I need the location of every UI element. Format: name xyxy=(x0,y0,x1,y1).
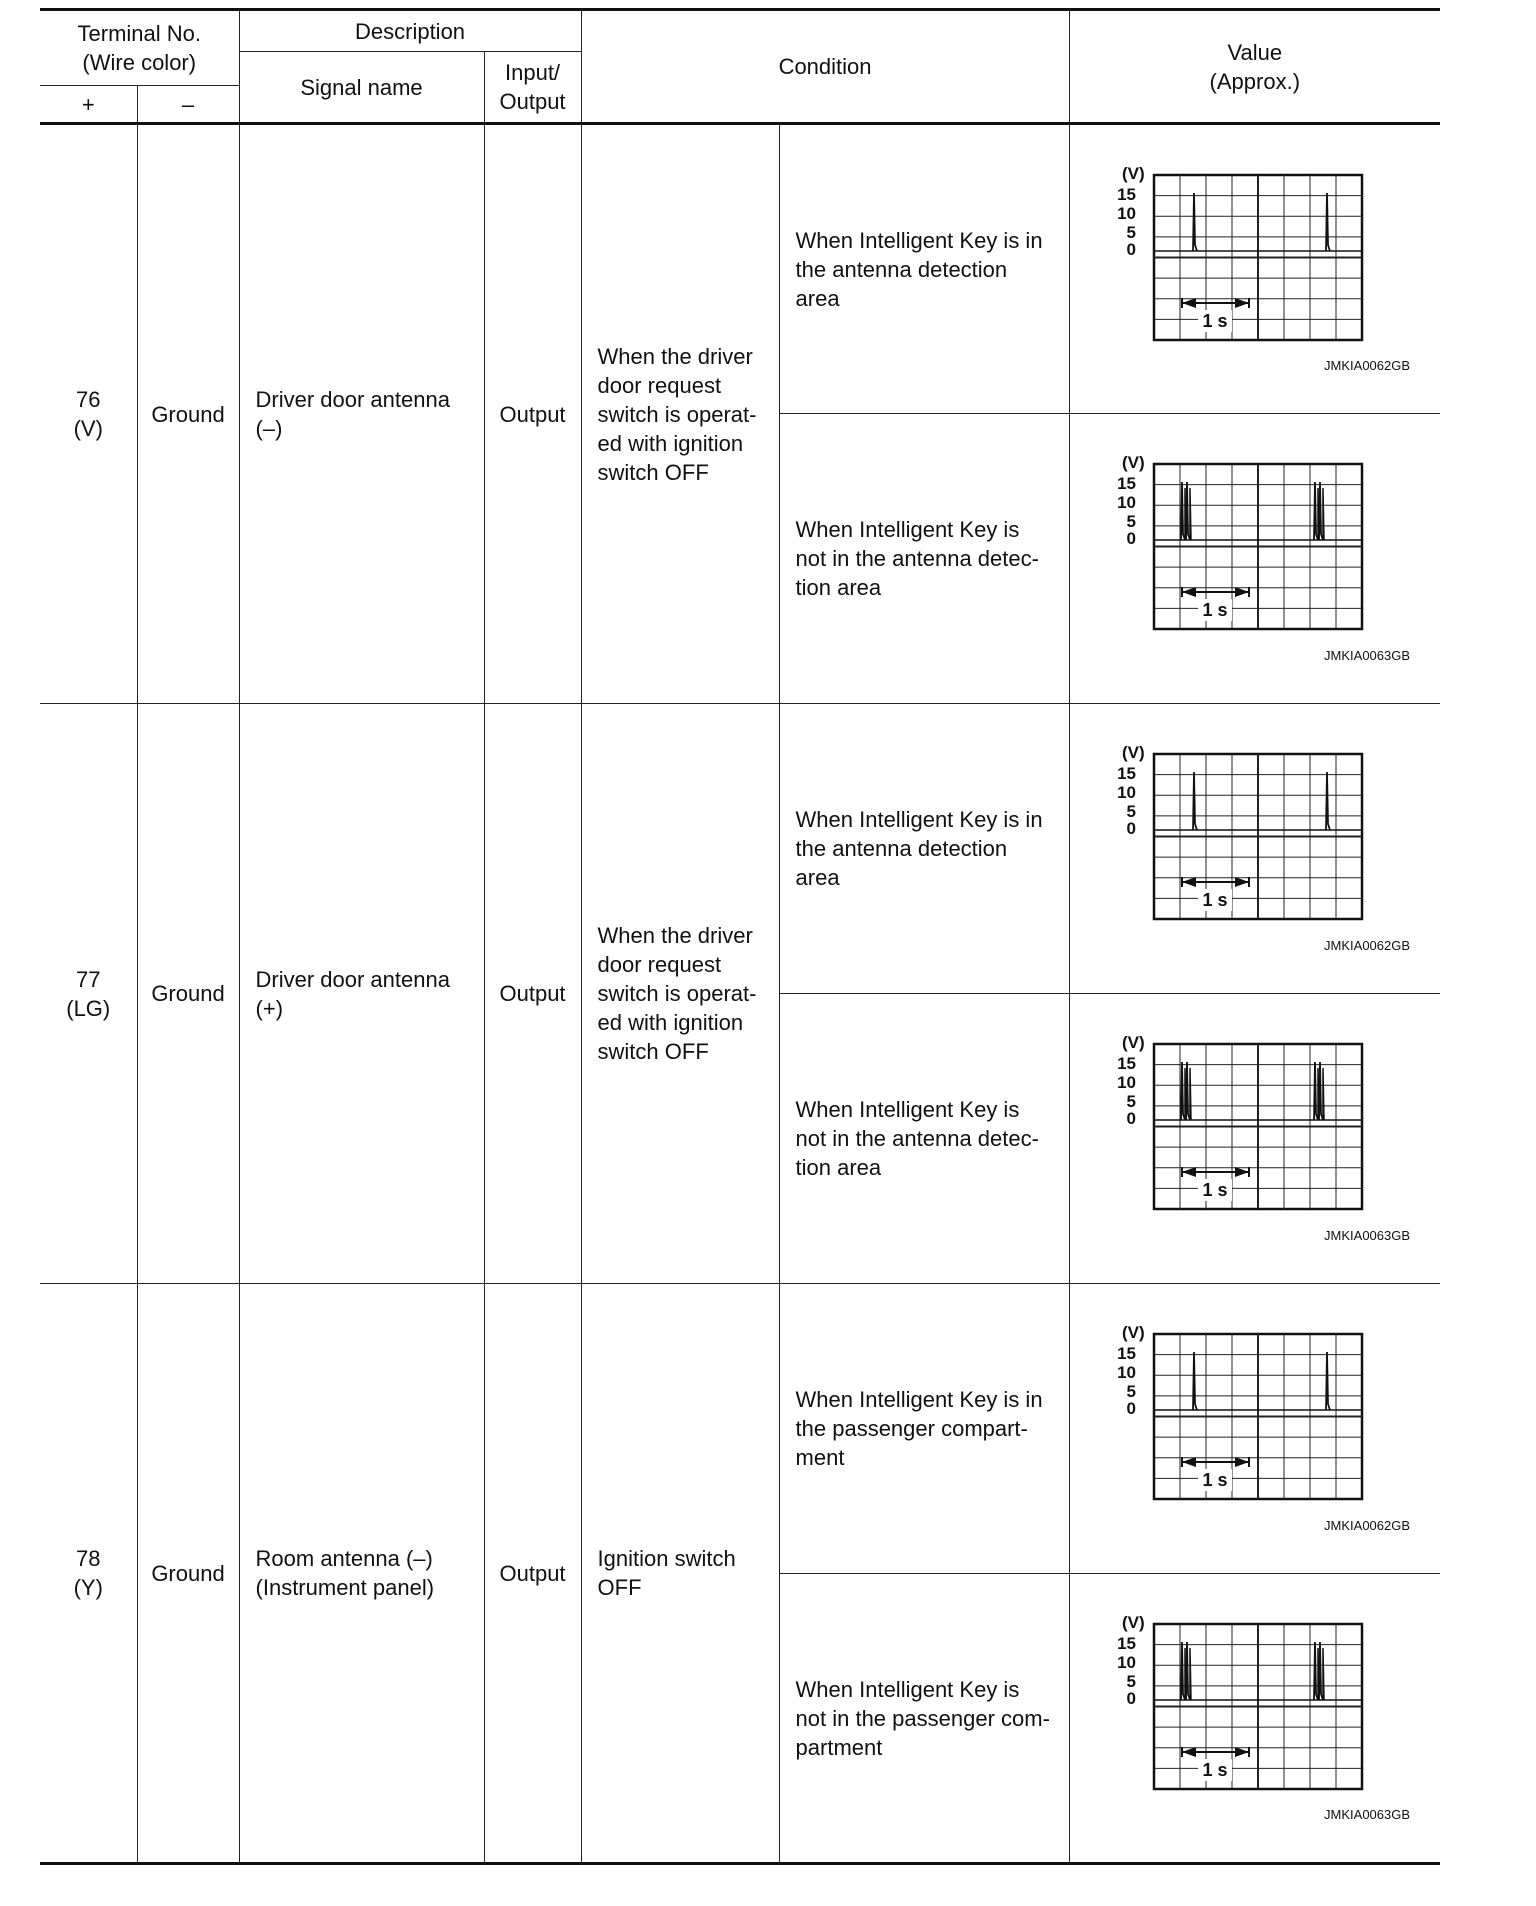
waveform-unit-label: (V) xyxy=(1121,1034,1145,1052)
sub-condition-cell: When Intelligent Key is not in the antenna detec- tion area xyxy=(779,994,1069,1284)
waveform-pulse xyxy=(1190,1648,1191,1700)
header-terminal-no-label: Terminal No. xyxy=(77,21,201,46)
waveform-unit-label: (V) xyxy=(1121,454,1145,472)
waveform-y-axis-labels xyxy=(1117,454,1145,548)
header-plus: + xyxy=(40,86,137,124)
waveform-tick-15: 15 xyxy=(1116,1344,1136,1363)
figure-code: JMKIA0062GB xyxy=(1324,358,1411,373)
sub-condition-cell: When Intelligent Key is in the passenger compart- ment xyxy=(779,1284,1069,1574)
waveform-tick-0: 0 xyxy=(1126,1109,1136,1128)
header-value xyxy=(1069,10,1440,124)
waveform-tick-5: 5 xyxy=(1126,1672,1136,1691)
condition-cell: Ignition switch OFF xyxy=(581,1284,779,1864)
waveform-tick-15: 15 xyxy=(1116,474,1136,493)
terminal-plus-cell xyxy=(40,704,137,1284)
terminal-number: 78 xyxy=(76,1546,101,1571)
waveform-pulse xyxy=(1323,488,1324,540)
waveform-time-marker xyxy=(1182,1167,1249,1201)
waveform-pulse xyxy=(1323,1648,1324,1700)
waveform-time-label: 1 s xyxy=(1202,1180,1228,1200)
waveform-time-label: 1 s xyxy=(1202,1470,1228,1490)
waveform-y-axis-labels xyxy=(1117,744,1145,838)
waveform-tick-0: 0 xyxy=(1126,1689,1136,1708)
waveform-time-label: 1 s xyxy=(1202,890,1228,910)
waveform-tick-10: 10 xyxy=(1116,493,1136,512)
wire-color: (V) xyxy=(73,416,103,441)
terminal-minus-cell: Ground xyxy=(137,1284,239,1864)
waveform-pulse xyxy=(1190,488,1191,540)
condition-cell: When the driver door request switch is operat- ed with ignition switch OFF xyxy=(581,124,779,704)
table-row xyxy=(40,704,1440,994)
waveform-tick-10: 10 xyxy=(1116,783,1136,802)
figure-code: JMKIA0063GB xyxy=(1324,1228,1411,1243)
table-row xyxy=(40,1284,1440,1574)
waveform-time-label: 1 s xyxy=(1202,600,1228,620)
waveform-chart xyxy=(1112,1614,1370,1794)
waveform-chart xyxy=(1112,1034,1370,1214)
input-output-cell: Output xyxy=(484,704,581,1284)
terminal-number: 77 xyxy=(76,966,101,992)
waveform-y-axis-labels xyxy=(1117,165,1145,259)
header-terminal-no xyxy=(40,10,239,86)
waveform-tick-5: 5 xyxy=(1126,1092,1136,1111)
terminal-minus-cell: Ground xyxy=(137,124,239,704)
header-signal-name: Signal name xyxy=(239,52,484,124)
sub-condition-cell: When Intelligent Key is not in the passenger com- partment xyxy=(779,1574,1069,1864)
waveform-tick-5: 5 xyxy=(1126,802,1136,821)
sub-condition-cell: When Intelligent Key is not in the antenna detec- tion area xyxy=(779,414,1069,704)
waveform-pulse xyxy=(1326,772,1330,830)
waveform-y-axis-labels xyxy=(1117,1324,1145,1418)
waveform-y-axis-labels xyxy=(1117,1034,1145,1128)
figure-code: JMKIA0062GB xyxy=(1324,1518,1411,1533)
waveform-pulse xyxy=(1193,1352,1197,1410)
waveform-pulse xyxy=(1193,772,1197,830)
sub-condition-cell: When Intelligent Key is in the antenna detection area xyxy=(779,704,1069,994)
value-cell xyxy=(1069,704,1440,994)
waveform-tick-10: 10 xyxy=(1116,1363,1136,1382)
terminal-number: 76 xyxy=(76,387,101,412)
figure-code: JMKIA0063GB xyxy=(1324,648,1411,663)
waveform-tick-5: 5 xyxy=(1126,223,1136,242)
header-description: Description xyxy=(239,10,581,52)
waveform-time-label: 1 s xyxy=(1202,311,1228,331)
waveform-pulse xyxy=(1326,1352,1330,1410)
value-cell xyxy=(1069,124,1440,414)
terminal-plus-cell xyxy=(40,124,137,704)
waveform-pulse xyxy=(1326,193,1330,251)
waveform-grid xyxy=(1154,1334,1362,1499)
waveform-pulse xyxy=(1323,1068,1324,1120)
value-cell xyxy=(1069,1284,1440,1574)
input-output-cell: Output xyxy=(484,1284,581,1864)
value-cell xyxy=(1069,994,1440,1284)
waveform-y-axis-labels xyxy=(1117,1614,1145,1708)
value-cell xyxy=(1069,1574,1440,1864)
waveform-tick-10: 10 xyxy=(1116,204,1136,223)
waveform-unit-label: (V) xyxy=(1121,165,1145,183)
waveform-tick-0: 0 xyxy=(1126,819,1136,838)
condition-cell: When the driver door request switch is operat- ed with ignition switch OFF xyxy=(581,704,779,1284)
header-input-output: Input/ Output xyxy=(484,52,581,124)
waveform-time-marker xyxy=(1182,587,1249,621)
figure-code: JMKIA0063GB xyxy=(1324,1807,1411,1822)
figure-code: JMKIA0062GB xyxy=(1324,938,1411,953)
waveform-grid xyxy=(1154,754,1362,919)
waveform-pulse xyxy=(1193,193,1197,251)
sub-condition-cell: When Intelligent Key is in the antenna detection area xyxy=(779,124,1069,414)
header-minus: – xyxy=(137,86,239,124)
waveform-time-marker xyxy=(1182,298,1249,332)
waveform-tick-15: 15 xyxy=(1116,185,1136,204)
waveform-tick-15: 15 xyxy=(1116,764,1136,783)
waveform-tick-0: 0 xyxy=(1126,240,1136,259)
waveform-chart xyxy=(1112,165,1370,345)
waveform-tick-0: 0 xyxy=(1126,529,1136,548)
waveform-tick-10: 10 xyxy=(1116,1653,1136,1672)
table-body xyxy=(40,124,1440,1864)
wire-color: (Y) xyxy=(73,1575,103,1600)
signal-name-cell: Driver door antenna (+) xyxy=(239,704,484,1284)
waveform-tick-0: 0 xyxy=(1126,1399,1136,1418)
waveform-time-label: 1 s xyxy=(1202,1760,1228,1780)
terminal-minus-cell: Ground xyxy=(137,704,239,1284)
waveform-tick-5: 5 xyxy=(1126,1382,1136,1401)
header-condition: Condition xyxy=(581,10,1069,124)
waveform-grid xyxy=(1154,175,1362,340)
signal-name-cell: Room antenna (–) (Instrument panel) xyxy=(239,1284,484,1864)
waveform-time-marker xyxy=(1182,1457,1249,1491)
terminal-plus-cell xyxy=(40,1284,137,1864)
signal-name-cell: Driver door antenna (–) xyxy=(239,124,484,704)
waveform-time-marker xyxy=(1182,877,1249,911)
header-wire-color-label: (Wire color) xyxy=(82,50,197,75)
waveform-unit-label: (V) xyxy=(1121,1614,1145,1632)
waveform-chart xyxy=(1112,1324,1370,1504)
terminal-spec-table xyxy=(40,8,1440,1865)
waveform-tick-15: 15 xyxy=(1116,1054,1136,1073)
waveform-time-marker xyxy=(1182,1747,1249,1781)
wire-color: (LG) xyxy=(66,995,111,1021)
waveform-pulse xyxy=(1190,1068,1191,1120)
waveform-tick-15: 15 xyxy=(1116,1634,1136,1653)
header-value-approx-label: (Approx.) xyxy=(1209,68,1301,94)
waveform-tick-5: 5 xyxy=(1126,512,1136,531)
header-value-label: Value xyxy=(1227,39,1283,65)
table-row xyxy=(40,124,1440,414)
waveform-unit-label: (V) xyxy=(1121,1324,1145,1342)
value-cell xyxy=(1069,414,1440,704)
waveform-chart xyxy=(1112,454,1370,634)
waveform-unit-label: (V) xyxy=(1121,744,1145,762)
waveform-chart xyxy=(1112,744,1370,924)
waveform-tick-10: 10 xyxy=(1116,1073,1136,1092)
input-output-cell: Output xyxy=(484,124,581,704)
